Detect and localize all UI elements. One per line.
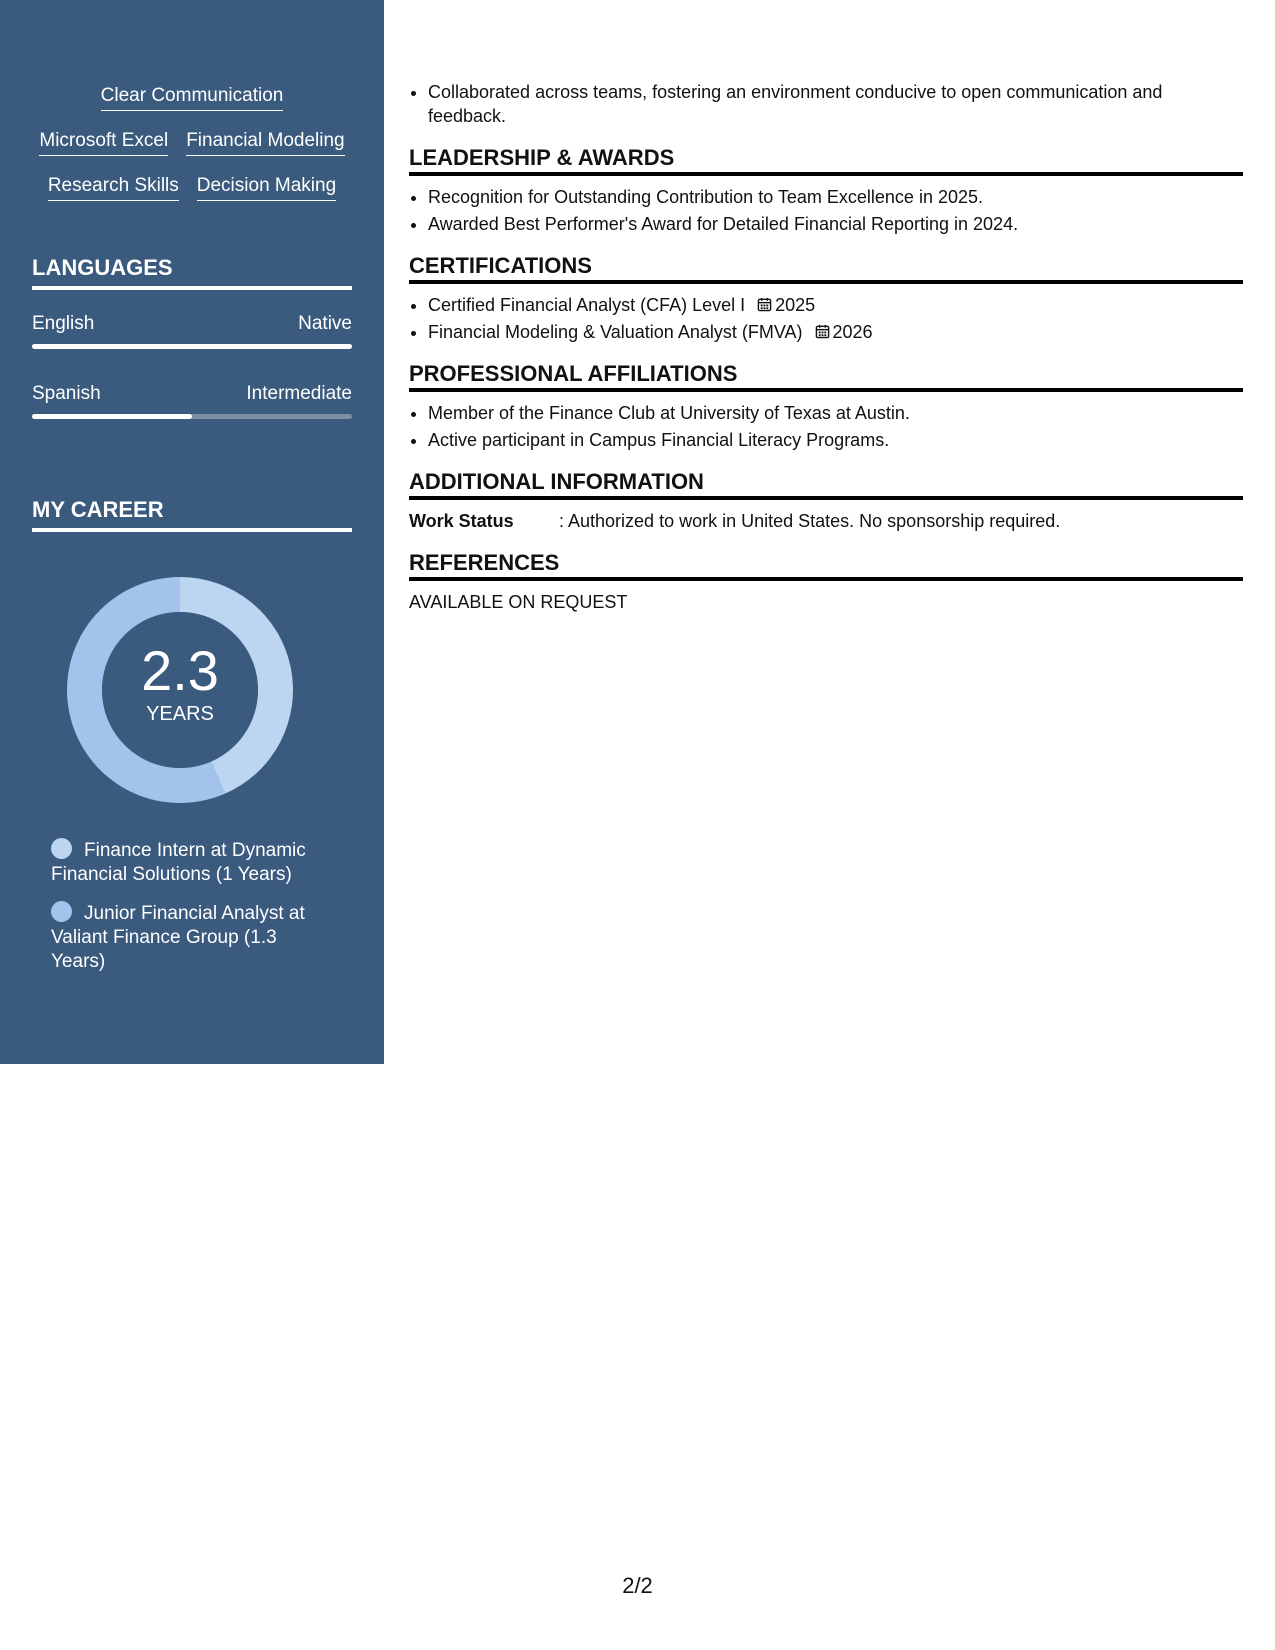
legend-dot-icon bbox=[51, 901, 72, 922]
certification-name: Financial Modeling & Valuation Analyst (FMVA) bbox=[428, 322, 803, 342]
legend-dot-icon bbox=[51, 838, 72, 859]
section-heading: ADDITIONAL INFORMATION bbox=[409, 468, 1243, 500]
additional-info-section bbox=[409, 468, 1243, 533]
list-item: • Awarded Best Performer's Award for Detailed Financial Reporting in 2024. bbox=[428, 212, 1243, 236]
language-level: Native bbox=[298, 313, 352, 334]
list-item: • Recognition for Outstanding Contribution to Team Excellence in 2025. bbox=[428, 185, 1243, 209]
languages-heading: LANGUAGES bbox=[32, 254, 352, 290]
list-item: • Member of the Finance Club at University of Texas at Austin. bbox=[428, 401, 1243, 425]
skill-tag: Decision Making bbox=[197, 174, 336, 201]
section-heading: REFERENCES bbox=[409, 549, 1243, 581]
leadership-section bbox=[409, 144, 1243, 236]
career-item-label: Finance Intern at Dynamic Financial Solutions (1 Years) bbox=[51, 840, 306, 885]
work-status-label: Work Status bbox=[409, 511, 514, 531]
career-heading: MY CAREER bbox=[32, 496, 352, 532]
career-total bbox=[67, 640, 293, 726]
section-heading: CERTIFICATIONS bbox=[409, 252, 1243, 284]
references-text: AVAILABLE ON REQUEST bbox=[409, 592, 628, 612]
list-item bbox=[428, 293, 1243, 317]
certification-year: 2026 bbox=[832, 322, 873, 342]
language-level: Intermediate bbox=[246, 383, 352, 404]
main-content bbox=[409, 80, 1243, 614]
affiliations-section bbox=[409, 360, 1243, 452]
skill-tag: Research Skills bbox=[48, 174, 179, 201]
calendar-icon bbox=[757, 297, 772, 312]
language-english bbox=[32, 312, 352, 349]
work-status-value: : Authorized to work in United States. No sponsorship required. bbox=[559, 511, 1061, 531]
language-name: Spanish bbox=[32, 383, 101, 404]
certification-name: Certified Financial Analyst (CFA) Level I bbox=[428, 295, 746, 315]
skill-row bbox=[0, 129, 384, 174]
career-total-value: 2.3 bbox=[141, 639, 219, 702]
references-section bbox=[409, 549, 1243, 614]
certification-year: 2025 bbox=[775, 295, 816, 315]
language-name: English bbox=[32, 313, 95, 334]
list-item bbox=[428, 320, 1243, 344]
career-total-unit: YEARS bbox=[146, 703, 214, 725]
section-heading: PROFESSIONAL AFFILIATIONS bbox=[409, 360, 1243, 392]
section-heading: LEADERSHIP & AWARDS bbox=[409, 144, 1243, 176]
certifications-section bbox=[409, 252, 1243, 344]
skill-row bbox=[0, 174, 384, 219]
language-bar-fill bbox=[32, 344, 352, 349]
list-item: • Active participant in Campus Financial Literacy Programs. bbox=[428, 428, 1243, 452]
career-item bbox=[51, 901, 321, 974]
skills-list bbox=[0, 84, 384, 219]
career-item-label: Junior Financial Analyst at Valiant Finance Group (1.3 Years) bbox=[51, 903, 305, 972]
skill-row bbox=[0, 84, 384, 129]
skill-tag: Financial Modeling bbox=[186, 129, 344, 156]
experience-bullets bbox=[409, 80, 1243, 128]
language-spanish bbox=[32, 382, 352, 419]
page-number: 2/2 bbox=[622, 1573, 653, 1598]
language-bar bbox=[32, 414, 352, 419]
career-legend bbox=[51, 838, 321, 988]
language-bar bbox=[32, 344, 352, 349]
work-status-row bbox=[409, 509, 1243, 533]
list-item: • Collaborated across teams, fostering an environment conducive to open communication and feedback. bbox=[428, 80, 1243, 128]
sidebar bbox=[0, 0, 384, 1064]
career-item bbox=[51, 838, 321, 887]
language-bar-fill bbox=[32, 414, 192, 419]
skill-tag: Microsoft Excel bbox=[39, 129, 168, 156]
calendar-icon bbox=[815, 324, 830, 339]
skill-tag: Clear Communication bbox=[101, 84, 284, 111]
